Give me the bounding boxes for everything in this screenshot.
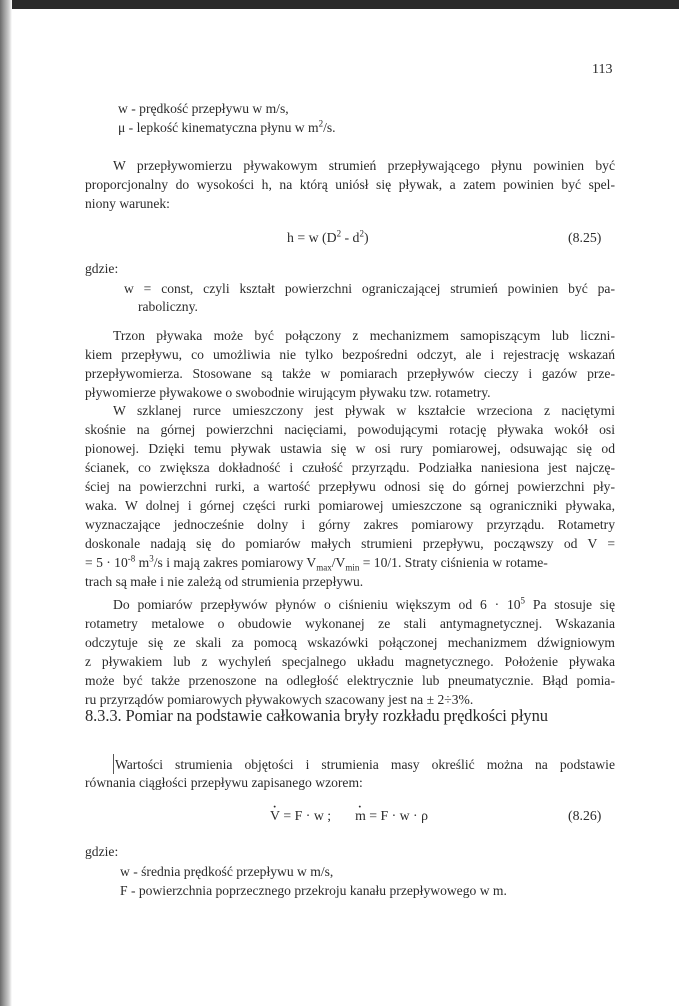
para2-line: Trzon pływaka może być połączony z mechanizmem samopiszącym lub liczni- (113, 328, 615, 343)
equation-8-25: h = w $(D^2 - d^2)$ (287, 228, 369, 245)
var-w-mean-definition: w - średnia prędkość przepływu w m/s, (120, 864, 334, 879)
para4-line: z pływakiem lub z wychyleń specjalnego układu magnetycznego. Położenie pływaka (85, 654, 615, 669)
para1-line: W przepływomierzu pływakowym strumień przepływającego płynu powinien być (113, 158, 615, 173)
para3-line: pionowej. Dzięki temu pływak ustawia się w osi rury pomiarowej, odsuwając się od (85, 441, 615, 456)
para4-line: może być także przenoszone na odległość elektrycznie lub pneumatycznie. Błąd pomia- (85, 673, 615, 688)
para3-line: ściej na powierzchni rurki, a wartość przepływu odnosi się do górnej powierzchni pły- (85, 479, 615, 494)
para4-line: odczytuje się ze skali za pomocą wskazówki połączonej mechanizmem dźwigniowym (85, 635, 615, 650)
para2-line: przepływomierza. Stosowane są także w pomiarach przepływów cieczy i gazów prze- (85, 366, 615, 381)
var-mu-definition: μ - lepkość kinematyczna płynu w $m^2/s$. (118, 118, 336, 135)
para3-line: ścianek, co zwiększa dokładność i czułość przyrządu. Podziałka naniesiona jest najczę- (85, 460, 615, 475)
condition-line: w = const, czyli kształt powierzchni ograniczającej strumień powinien być pa- (124, 281, 615, 296)
para3-line: trach są małe i nie zależą od strumienia przepływu. (85, 574, 364, 589)
para3-line: W szklanej rurce umieszczony jest pływak w kształcie wrzeciona z naciętymi (113, 403, 615, 418)
para3-line: wyznaczające jednocześnie dolny i górny zakres pomiarowy przyrządu. Rotametry (85, 517, 615, 532)
para3-line-formula: = $5 \cdot 10^{-8}$ $m^3/s$ i mają zakres pomiarowy $V_{max}/V_{min} = 10/1$. Straty ciśnienia w rotame- (85, 553, 548, 573)
para3-line: waka. W dolnej i górnej części rurki pomiarowej umieszczone są ograniczniki pływaka, (85, 498, 615, 513)
where-label: gdzie: (85, 261, 119, 276)
condition-line: raboliczny. (138, 299, 198, 314)
margin-bracket (113, 754, 114, 774)
para4-line: ru przyrządów pomiarowych pływakowych szacowany jest na ± 2÷3%. (85, 692, 474, 707)
var-w-definition: w - prędkość przepływu w m/s, (118, 101, 289, 116)
equation-8-26: · V = F · w ;· m = F · w · ρ (270, 808, 428, 824)
para5-line: Wartości strumienia objętości i strumienia masy określić można na podstawie (113, 754, 615, 775)
para3-line: doskonale nadają się do pomiarów małych strumieni przepływu, począwszy od V = (85, 536, 615, 551)
section-heading: 8.3.3. Pomiar na podstawie całkowania bryły rozkładu prędkości płynu (85, 706, 548, 725)
para4-line: rotametry metalowe o obudowie wykonanej ze stali antymagnetycznej. Wskazania (85, 616, 615, 631)
page-number: 113 (592, 62, 613, 77)
para2-line: kiem przepływu, co umożliwia nie tylko bezpośredni odczyt, ale i rejestrację wskazań (85, 347, 615, 362)
para2-line: pływomierze pływakowe o swobodnie wirującym pływaku tzw. rotametry. (85, 385, 491, 400)
where-label: gdzie: (85, 844, 119, 859)
var-F-definition: F - powierzchnia poprzecznego przekroju kanału przepływowego w m. (120, 883, 507, 898)
para1-line: proporcjonalny do wysokości h, na którą uniósł się pływak, a zatem powinien być spel- (85, 177, 615, 192)
para5-line: równania ciągłości przepływu zapisanego wzorem: (85, 775, 363, 790)
equation-number-8-26: (8.26) (568, 808, 602, 823)
para4-line-formula: Do pomiarów przepływów płynów o ciśnieniu większym od $6 \cdot 10^5$ Pa stosuje się (113, 595, 615, 612)
equation-number-8-25: (8.25) (568, 230, 602, 245)
para1-line: niony warunek: (85, 196, 170, 211)
para3-line: skośnie na górnej powierzchni nacięciami, powodującymi rotację pływaka wokół osi (85, 422, 615, 437)
